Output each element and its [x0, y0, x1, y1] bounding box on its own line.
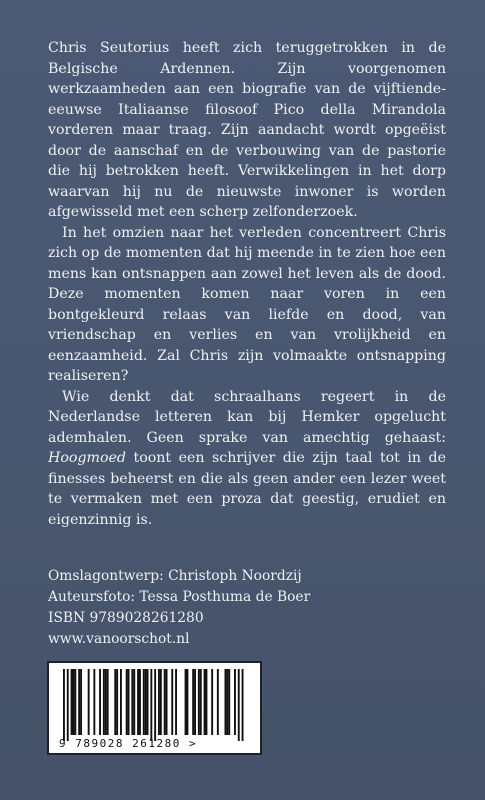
barcode-bar [166, 669, 168, 735]
barcode-bar [225, 669, 227, 735]
book-title-italic: Hoogmoed [48, 450, 127, 466]
barcode-bar [198, 669, 200, 735]
barcode-bar [185, 669, 187, 735]
barcode-bar [105, 669, 107, 735]
barcode-bar [99, 669, 101, 735]
barcode-bar [88, 669, 90, 735]
barcode-bar [211, 669, 213, 735]
barcode-bar [74, 669, 76, 735]
blurb-text [48, 38, 446, 530]
barcode-bar [147, 669, 149, 735]
blurb-paragraph-2: In het omzien naar het verleden concentreert Chris zich op de momenten dat hij meende in te zien hoe een mens kan ontsnappen aan zowel het leven als de dood. Deze momenten komen naar voren in een bontgekleurd relaas van liefde en dood, van vriendschap en verlies en van vrolijkheid en eenzaamheid. Zal Chris zijn volmaakte ontsnapping realiseren? [48, 224, 446, 384]
barcode-bar [73, 669, 75, 735]
blurb-paragraph-3-end: toont een schrijver die zijn taal tot in de finesses beheerst en die als geen ander een lezer weet te vermaken met een proza dat geestig, erudiet en eigenzinnig is. [48, 450, 446, 528]
barcode-bar [93, 669, 95, 735]
barcode-bar [143, 669, 145, 735]
barcode-bar [171, 669, 173, 735]
isbn-number: ISBN 9789028261280 [48, 610, 204, 626]
barcode-bar [154, 669, 156, 741]
barcode-bar [160, 669, 162, 735]
barcode-bar [114, 669, 116, 735]
barcode-bar [175, 669, 177, 735]
barcode-bar [133, 669, 135, 735]
barcode-bar [71, 669, 73, 735]
barcode-bar [80, 669, 82, 735]
barcode-box [47, 661, 262, 755]
barcode-bar [145, 669, 147, 735]
barcode-digits: 9 789028 261280 > [59, 737, 198, 750]
barcode-bar [150, 669, 152, 741]
blurb-paragraph-3-start: Wie denkt dat schraalhans regeert in de Nederlandse letteren kan bij Hemker opgelucht ademhalen. Geen sprake van amechtig gehaast: [48, 388, 446, 446]
barcode-bar [242, 669, 244, 741]
barcode-bar [131, 669, 133, 735]
barcode-bar [204, 669, 206, 735]
blurb-paragraph-1: Chris Seutorius heeft zich teruggetrokken in de Belgische Ardennen. Zijn voorgenomen werkzaamheden aan een biografie van de vijftiende-eeuwse Italiaanse filosoof Pico della Mirandola vorderen maar traag. Zijn aandacht wordt opgeëist door de aanschaf en de verbouwing van de pastorie die hij betrokken heeft. Verwikkelingen in het dorp waarvan hij nu de nieuwste inwoner is worden afgewisseld met een scherp zelfonderzoek. [48, 40, 446, 220]
barcode-bar [78, 669, 80, 735]
barcode-bar [226, 669, 228, 735]
barcode-bar [217, 669, 219, 735]
barcode-bar [103, 669, 105, 735]
author-photo-credit: Auteursfoto: Tessa Posthuma de Boer [48, 589, 311, 605]
blurb-paragraph-3 [48, 387, 446, 531]
barcode-bar [63, 669, 65, 741]
barcode-bar [116, 669, 118, 735]
credits-block [48, 566, 446, 650]
barcode-bar [67, 669, 69, 741]
barcode-bar [228, 669, 230, 735]
barcode-bar [206, 669, 208, 735]
barcode-bar [158, 669, 160, 735]
barcode-bar [107, 669, 109, 735]
barcode-bar [200, 669, 202, 735]
barcode-bar [238, 669, 240, 741]
publisher-website: www.vanoorschot.nl [48, 631, 190, 647]
barcode-bar [120, 669, 122, 735]
barcode-bar [139, 669, 141, 735]
barcode-bar [234, 669, 236, 735]
barcode-bar [192, 669, 194, 735]
barcode-bar [126, 669, 128, 735]
barcode-bar [128, 669, 130, 735]
barcode-bar [194, 669, 196, 735]
barcode-bar [187, 669, 189, 735]
barcode-bar [137, 669, 139, 735]
barcode-bar [164, 669, 166, 735]
cover-design-credit: Omslagontwerp: Christoph Noordzij [48, 568, 302, 584]
